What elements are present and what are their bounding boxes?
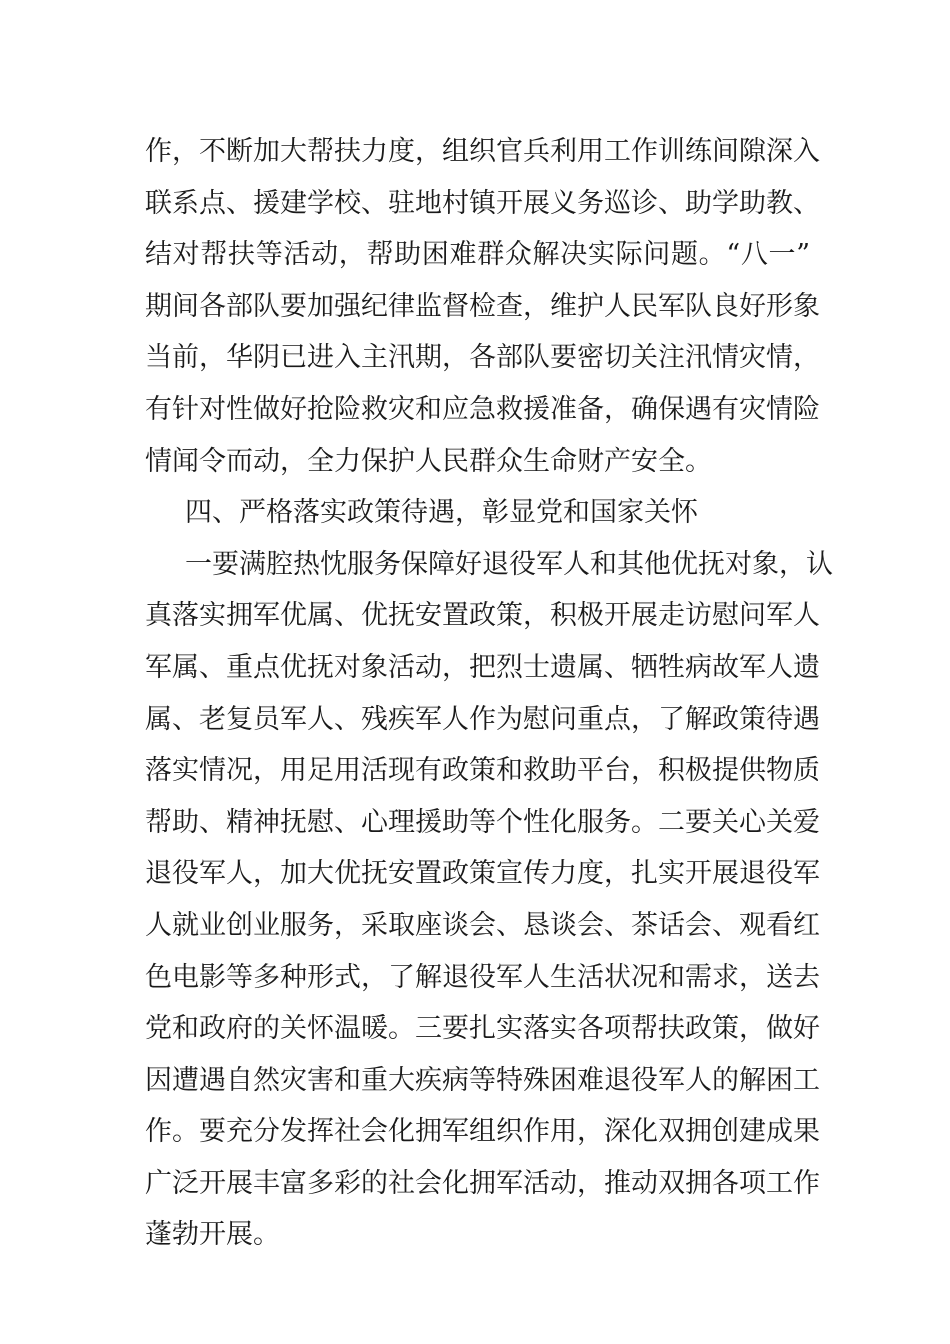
text-line: 人就业创业服务，采取座谈会、恳谈会、茶话会、观看红 — [145, 909, 820, 941]
text-line: 有针对性做好抢险救灾和应急救援准备，确保遇有灾情险 — [145, 393, 820, 425]
text-line: 一要满腔热忱服务保障好退役军人和其他优抚对象，认 — [185, 548, 833, 580]
text-line: 落实情况，用足用活现有政策和救助平台，积极提供物质 — [145, 755, 820, 787]
text-line: 帮助、精神抚慰、心理援助等个性化服务。二要关心关爱 — [145, 806, 820, 838]
text-line: 军属、重点优抚对象活动，把烈士遗属、牺牲病故军人遗 — [145, 651, 820, 683]
text-line: 属、老复员军人、残疾军人作为慰问重点，了解政策待遇 — [145, 703, 820, 735]
text-line: 结对帮扶等活动，帮助困难群众解决实际问题。“八一” — [145, 239, 810, 271]
text-line: 情闻令而动，全力保护人民群众生命财产安全。 — [145, 445, 712, 477]
text-line: 期间各部队要加强纪律监督检查，维护人民军队良好形象 — [145, 290, 820, 322]
text-line: 色电影等多种形式，了解退役军人生活状况和需求，送去 — [145, 961, 820, 993]
text-line: 当前，华阴已进入主汛期，各部队要密切关注汛情灾情， — [145, 342, 820, 374]
text-line: 联系点、援建学校、驻地村镇开展义务巡诊、助学助教、 — [145, 187, 820, 219]
text-line: 蓬勃开展。 — [145, 1219, 280, 1251]
text-line: 作，不断加大帮扶力度，组织官兵利用工作训练间隙深入 — [145, 136, 820, 167]
document-body — [145, 126, 833, 1261]
text-line: 作。要充分发挥社会化拥军组织作用，深化双拥创建成果 — [145, 1116, 820, 1148]
text-line: 党和政府的关怀温暖。三要扎实落实各项帮扶政策，做好 — [145, 1013, 820, 1045]
text-line: 真落实拥军优属、优抚安置政策，积极开展走访慰问军人 — [145, 600, 820, 632]
text-line: 退役军人，加大优抚安置政策宣传力度，扎实开展退役军 — [145, 858, 820, 890]
text-line: 广泛开展丰富多彩的社会化拥军活动，推动双拥各项工作 — [145, 1167, 820, 1199]
text-line: 因遭遇自然灾害和重大疾病等特殊困难退役军人的解困工 — [145, 1064, 820, 1096]
section-heading: 四、严格落实政策待遇，彰显党和国家关怀 — [185, 497, 698, 529]
